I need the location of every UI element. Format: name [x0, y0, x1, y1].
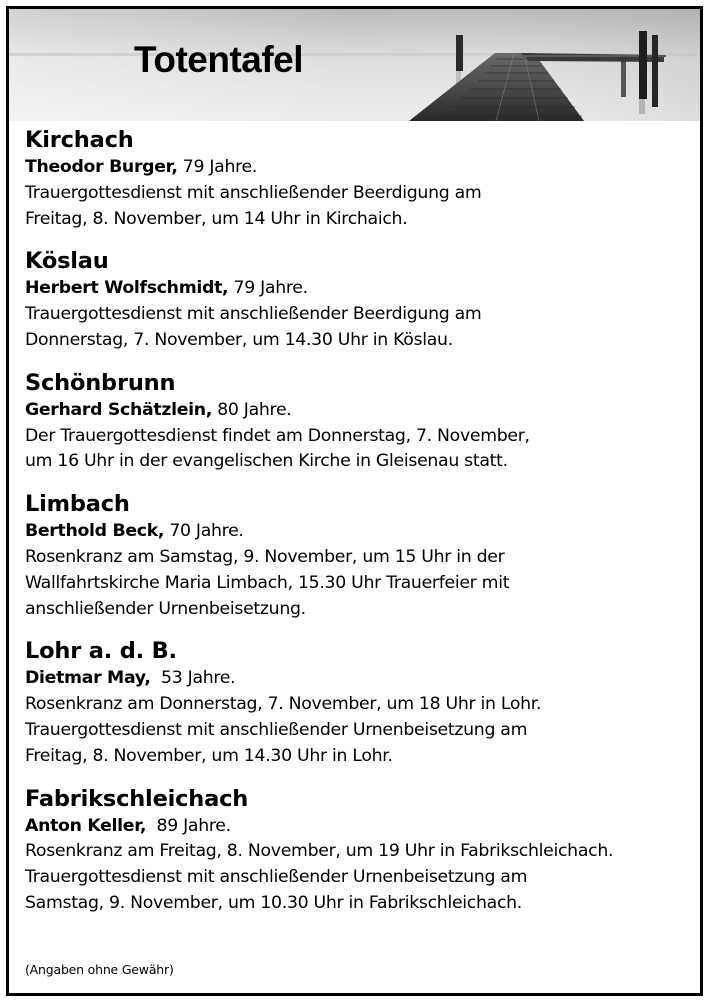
person-name: Herbert Wolfschmidt,	[25, 278, 229, 299]
service-text: Freitag, 8. November, um 14.30 Uhr in Lohr.	[25, 745, 393, 766]
service-text: Freitag, 8. November, um 14 Uhr in Kirchaich.	[25, 208, 408, 229]
place-heading: Köslau	[25, 248, 109, 275]
service-text: um 16 Uhr in der evangelischen Kirche in Gleisenau statt.	[25, 451, 508, 472]
disclaimer-footnote: (Angaben ohne Gewähr)	[25, 962, 174, 977]
obituary-entry	[25, 125, 695, 232]
header-banner	[9, 9, 700, 121]
service-text: Trauergottesdienst mit anschließender Beerdigung am	[25, 182, 482, 203]
person-age: 79 Jahre.	[177, 157, 258, 177]
person-line	[25, 814, 695, 840]
service-text: Wallfahrtskirche Maria Limbach, 15.30 Uhr Trauerfeier mit	[25, 572, 510, 593]
person-age: 89 Jahre.	[146, 815, 231, 836]
obituary-entry	[25, 784, 695, 917]
service-text: Samstag, 9. November, um 10.30 Uhr in Fabrikschleichach.	[25, 892, 522, 913]
jetty-lake-image	[9, 9, 700, 121]
obituary-entry	[25, 636, 695, 769]
service-text: Rosenkranz am Samstag, 9. November, um 15 Uhr in der	[25, 546, 505, 567]
place-heading: Limbach	[25, 491, 130, 518]
service-text: anschließender Urnenbeisetzung.	[25, 598, 306, 619]
person-name: Gerhard Schätzlein,	[25, 399, 213, 420]
person-name: Dietmar May,	[25, 668, 151, 689]
service-text: Trauergottesdienst mit anschließender Beerdigung am	[25, 304, 482, 325]
obituary-entry	[25, 489, 695, 622]
banner-title: Totentafel	[134, 39, 304, 80]
person-line	[25, 666, 695, 692]
service-text: Rosenkranz am Donnerstag, 7. November, um 18 Uhr in Lohr.	[25, 694, 542, 715]
service-text: Trauergottesdienst mit anschließender Urnenbeisetzung am	[25, 867, 528, 888]
person-line	[25, 155, 695, 181]
service-text: Trauergottesdienst mit anschließender Urnenbeisetzung am	[25, 719, 528, 740]
place-heading: Lohr a. d. B.	[25, 638, 177, 665]
person-name: Theodor Burger,	[25, 157, 178, 177]
person-name: Anton Keller,	[25, 815, 147, 836]
person-line	[25, 519, 695, 545]
place-heading: Fabrikschleichach	[25, 785, 249, 812]
person-line	[25, 276, 695, 302]
obituary-list	[25, 125, 695, 931]
person-age: 79 Jahre.	[228, 278, 308, 299]
obituary-entry	[25, 246, 695, 353]
obituary-entry	[25, 368, 695, 475]
person-age: 70 Jahre.	[164, 521, 244, 542]
person-line	[25, 398, 695, 424]
person-name: Berthold Beck,	[25, 521, 165, 542]
service-text: Rosenkranz am Freitag, 8. November, um 19 Uhr in Fabrikschleichach.	[25, 841, 614, 862]
service-text: Donnerstag, 7. November, um 14.30 Uhr in Köslau.	[25, 329, 453, 350]
person-age: 53 Jahre.	[150, 668, 236, 689]
person-age: 80 Jahre.	[212, 399, 292, 420]
place-heading: Schönbrunn	[25, 369, 176, 396]
obituary-page	[6, 6, 703, 996]
place-heading: Kirchach	[25, 127, 134, 153]
service-text: Der Trauergottesdienst findet am Donnerstag, 7. November,	[25, 425, 530, 446]
